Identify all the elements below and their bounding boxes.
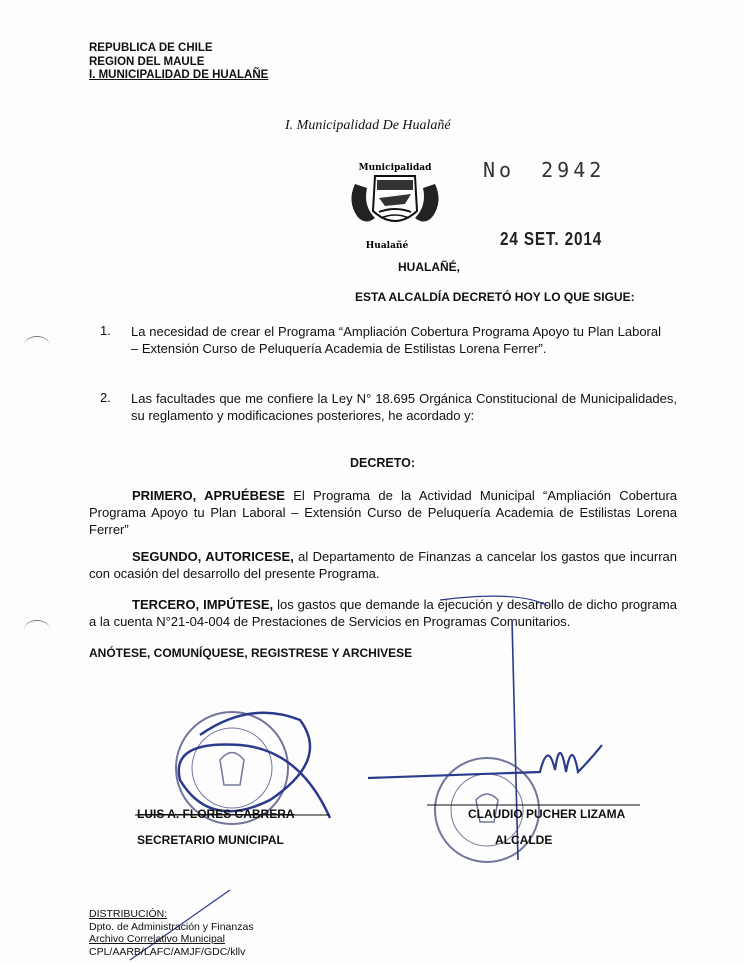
distribution-title: DISTRIBUCIÓN: [89,908,168,920]
svg-text:Municipalidad: Municipalidad [358,163,432,173]
svg-text:Hualañé: Hualañé [365,241,409,251]
resolution-lead: PRIMERO, APRUÉBESE [132,488,285,503]
consideration-text: Las facultades que me confiere la Ley N° 18.695 Orgánica Constitucional de Municipalidades, su reglamento y modificaciones posteriores, he acordado y: [131,391,677,423]
resolution-text: los gastos que demande la ejecución y desarrollo de dicho programa a la cuenta N°21-04-004 de Prestaciones de Servicios en Programas Comunitarios. [89,597,677,629]
header-region: REGION DEL MAULE [89,55,205,68]
distribution-block [89,908,254,958]
distribution-line: Dpto. de Administración y Finanzas [89,920,254,933]
city-line: HUALAÑÉ, [398,260,460,274]
secretary-name: LUIS A. FLORES CABRERA [137,807,295,821]
resolution-lead: SEGUNDO, AUTORICESE, [132,549,294,564]
punch-hole-mark [24,336,50,355]
resolution-text: El Programa de la Actividad Municipal “Ampliación Cobertura Programa Apoyo tu Plan Laboral – Extensión Curso de Peluquería Academia de Estilistas Lorena Ferrer” [89,488,677,537]
closing-formula: ANÓTESE, COMUNÍQUESE, REGISTRESE Y ARCHIVESE [89,646,413,660]
decree-heading: ESTA ALCALDÍA DECRETÓ HOY LO QUE SIGUE: [355,290,635,304]
resolution-lead: TERCERO, IMPÚTESE, [132,597,274,612]
mayor-role: ALCALDE [495,833,553,847]
secretary-role: SECRETARIO MUNICIPAL [137,833,284,847]
item-number: 2. [100,390,111,405]
header-municipality: I. MUNICIPALIDAD DE HUALAÑE [89,69,269,81]
municipality-title: I. Municipalidad De Hualañé [285,118,451,133]
punch-hole-mark [24,620,50,639]
resolution-text: al Departamento de Finanzas a cancelar los gastos que incurran con ocasión del desarrollo del presente Programa. [89,549,677,581]
number-label: No [483,158,516,182]
decree-number: 2942 [541,158,606,182]
decree-title: DECRETO: [350,456,416,470]
mayor-name: CLAUDIO PUCHER LIZAMA [468,807,626,821]
distribution-line: CPL/AARB/LAFC/AMJF/GDC/kllv [89,945,246,958]
decree-date-stamp: 24 SET. 2014 [500,229,603,249]
header-country: REPUBLICA DE CHILE [89,42,213,54]
consideration-text: La necesidad de crear el Programa “Ampliación Cobertura Programa Apoyo tu Plan Laboral – Extensión Curso de Peluquería Academia de Estilistas Lorena Ferrer”. [131,324,661,356]
item-number: 1. [100,323,111,338]
distribution-line: Archivo Correlativo Municipal [89,933,225,945]
